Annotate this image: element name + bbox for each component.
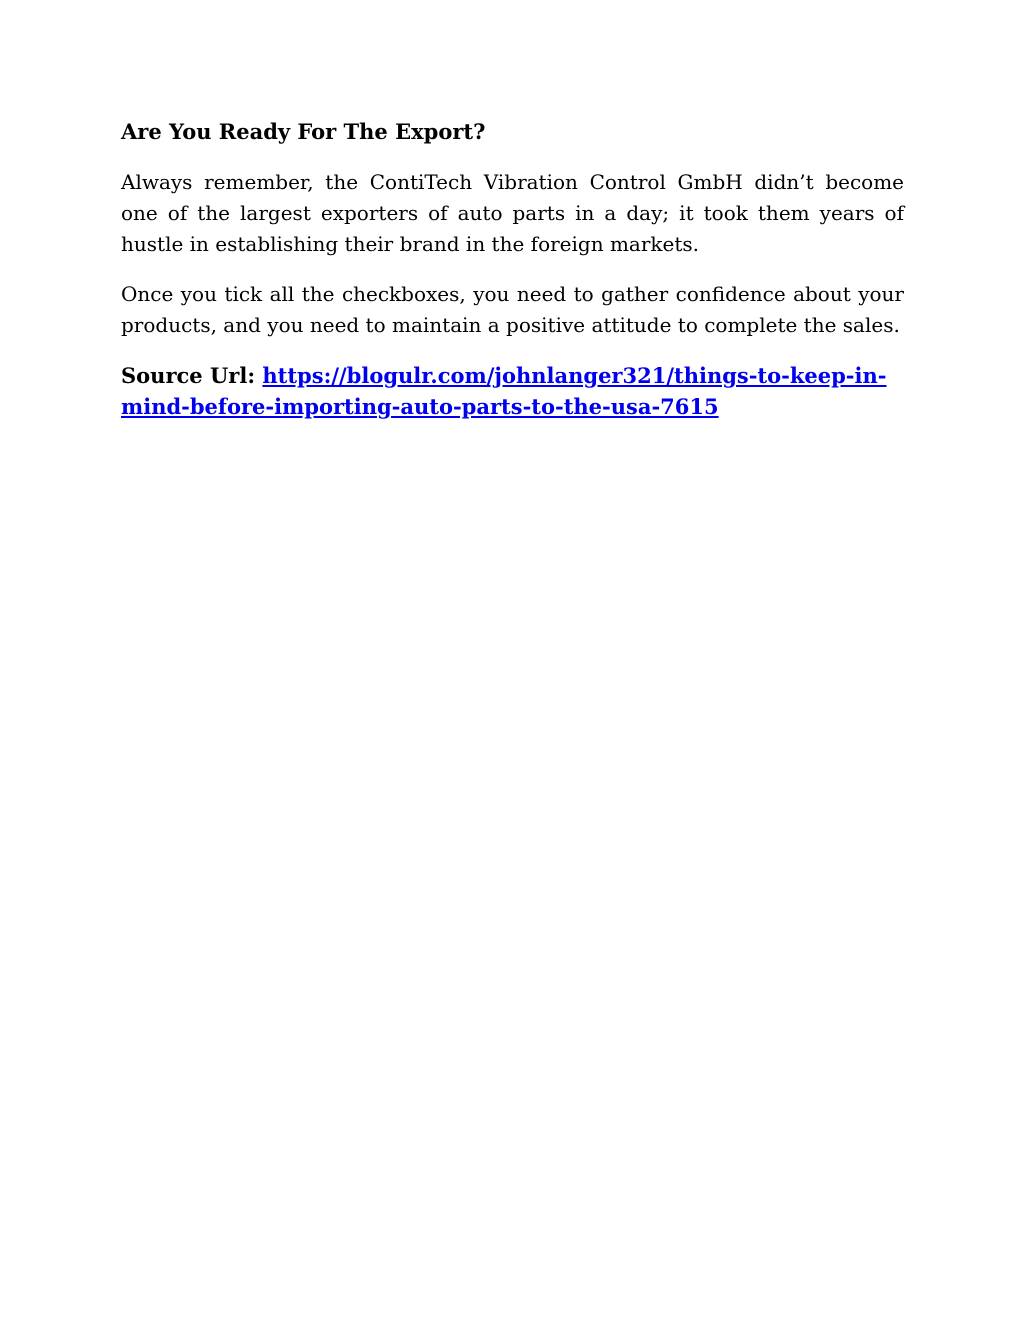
source-line	[121, 360, 904, 422]
paragraph-contitech: Always remember, the ContiTech Vibration Control GmbH didn’t become one of the largest exporters of auto parts in a day; it took them years of hustle in establishing their brand in the foreign markets.	[121, 170, 904, 256]
paragraph-checkboxes: Once you tick all the checkboxes, you need to gather confidence about your products, and you need to maintain a positive attitude to complete the sales.	[121, 282, 904, 337]
source-label: Source Url:	[121, 363, 256, 388]
section-heading: Are You Ready For The Export?	[121, 119, 486, 144]
source-url-link[interactable]: https://blogulr.com/johnlanger321/things-to-keep-in-mind-before-importing-auto-parts-to-the-usa-7615	[121, 363, 887, 419]
document-page	[121, 116, 904, 422]
